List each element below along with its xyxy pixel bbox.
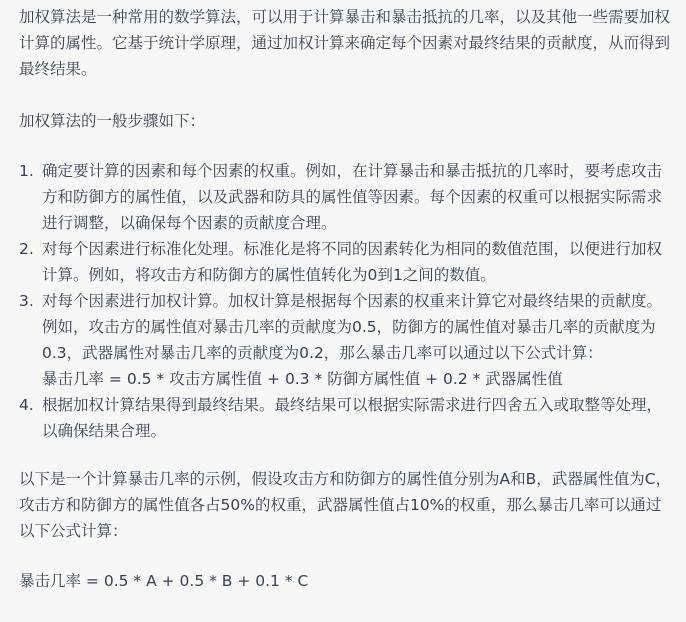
steps-heading: 加权算法的一般步骤如下： (19, 112, 206, 130)
list-item (19, 288, 674, 392)
formula-line: 暴击几率 = 0.5 * 攻击方属性值 + 0.3 * 防御方属性值 + 0.2 * 武器属性值 (42, 370, 563, 388)
example-paragraph: 以下是一个计算暴击几率的示例，假设攻击方和防御方的属性值分别为A和B，武器属性值为C，攻击方和防御方的属性值各占50%的权重，武器属性值占10%的权重，那么暴击几率可以通过以下公式计算： (19, 470, 672, 540)
list-item-number: 1. (19, 162, 34, 180)
list-item-number: 3. (19, 292, 34, 310)
final-formula: 暴击几率 = 0.5 * A + 0.5 * B + 0.1 * C (19, 572, 309, 590)
list-item-text: 确定要计算的因素和每个因素的权重。例如，在计算暴击和暴击抵抗的几率时，要考虑攻击方和防御方的属性值，以及武器和防具的属性值等因素。每个因素的权重可以根据实际需求进行调整，以确保每个因素的贡献度合理。 (42, 162, 663, 232)
list-item-number: 2. (19, 240, 34, 258)
list-item-text: 对每个因素进行加权计算。加权计算是根据每个因素的权重来计算它对最终结果的贡献度。例如，攻击方的属性值对暴击几率的贡献度为0.5，防御方的属性值对暴击几率的贡献度为0.3，武器属性对暴击几率的贡献度为0.2，那么暴击几率可以通过以下公式计算： (42, 292, 663, 362)
list-item-text: 根据加权计算结果得到最终结果。最终结果可以根据实际需求进行四舍五入或取整等处理，以确保结果合理。 (42, 396, 663, 440)
intro-paragraph: 加权算法是一种常用的数学算法，可以用于计算暴击和暴击抵抗的几率，以及其他一些需要加权计算的属性。它基于统计学原理，通过加权计算来确定每个因素对最终结果的贡献度，从而得到最终结果。 (19, 8, 671, 78)
steps-list (19, 158, 674, 444)
list-item-text: 对每个因素进行标准化处理。标准化是将不同的因素转化为相同的数值范围，以便进行加权计算。例如，将攻击方和防御方的属性值转化为0到1之间的数值。 (42, 240, 663, 284)
list-item (19, 158, 674, 236)
list-item (19, 236, 674, 288)
list-item-number: 4. (19, 396, 34, 414)
list-item (19, 392, 674, 444)
